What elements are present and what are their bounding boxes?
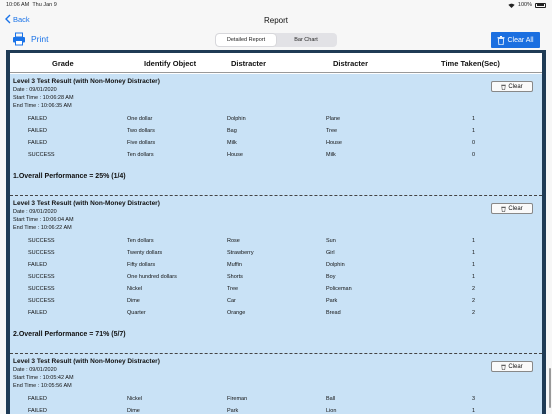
row-grade: SUCCESS — [28, 238, 55, 244]
table-row — [10, 284, 542, 296]
section-date: Date : 09/01/2020 — [13, 367, 57, 373]
row-grade: SUCCESS — [28, 250, 55, 256]
header-identify-object: Identify Object — [144, 59, 197, 68]
row-distracter-2: Lion — [326, 408, 337, 414]
table-row — [10, 126, 542, 138]
row-grade: SUCCESS — [28, 286, 55, 292]
row-distracter-1: Orange — [227, 310, 246, 316]
section-title: Level 3 Test Result (with Non-Money Distracter) — [13, 358, 160, 365]
table-row — [10, 138, 542, 150]
table-header — [10, 53, 542, 73]
row-identify-object: Five dollars — [127, 140, 156, 146]
row-identify-object: One hundred dollars — [127, 274, 177, 280]
page-title: Report — [263, 16, 288, 25]
results-list[interactable] — [10, 74, 542, 414]
clear-button[interactable] — [491, 81, 533, 92]
section-end-time: End Time : 10:05:56 AM — [13, 383, 72, 389]
trash-icon — [501, 84, 506, 90]
segment-bar-chart[interactable]: Bar Chart — [294, 37, 318, 43]
row-distracter-2: Girl — [326, 250, 335, 256]
row-grade: FAILED — [28, 116, 47, 122]
row-grade: FAILED — [28, 396, 47, 402]
row-grade: FAILED — [28, 310, 47, 316]
table-row — [10, 260, 542, 272]
table-row — [10, 308, 542, 320]
row-grade: FAILED — [28, 128, 47, 134]
row-time-taken: 1 — [472, 262, 476, 268]
clear-button[interactable] — [491, 203, 533, 214]
clear-button[interactable] — [491, 361, 533, 372]
row-time-taken: 1 — [472, 250, 476, 256]
row-identify-object: Ten dollars — [127, 238, 154, 244]
row-time-taken: 0 — [472, 140, 476, 146]
status-right — [508, 2, 546, 8]
section-title: Level 3 Test Result (with Non-Money Distracter) — [13, 78, 160, 85]
row-time-taken: 1 — [472, 238, 476, 244]
row-distracter-1: Milk — [227, 140, 237, 146]
result-section — [10, 196, 542, 354]
row-distracter-1: Muffin — [227, 262, 242, 268]
overall-performance: 1.Overall Performance = 25% (1/4) — [13, 173, 126, 180]
clear-label: Clear — [508, 363, 523, 370]
row-identify-object: Two dollars — [127, 128, 155, 134]
row-identify-object: Dime — [127, 298, 140, 304]
row-grade: FAILED — [28, 408, 47, 414]
row-distracter-2: Ball — [326, 396, 336, 402]
row-time-taken: 1 — [472, 274, 476, 280]
trash-icon — [501, 364, 506, 370]
row-time-taken: 3 — [472, 396, 476, 402]
result-section — [10, 354, 542, 414]
section-start-time: Start Time : 10:06:04 AM — [13, 217, 74, 223]
row-distracter-2: Park — [326, 298, 338, 304]
clear-all-button[interactable] — [491, 32, 540, 48]
row-grade: SUCCESS — [28, 274, 55, 280]
row-grade: SUCCESS — [28, 152, 55, 158]
row-distracter-1: Fireman — [227, 396, 248, 402]
table-row — [10, 236, 542, 248]
toolbar — [0, 30, 552, 50]
table-row — [10, 296, 542, 308]
section-title: Level 3 Test Result (with Non-Money Distracter) — [13, 200, 160, 207]
row-identify-object: One dollar — [127, 116, 153, 122]
row-identify-object: Twenty dollars — [127, 250, 163, 256]
clear-label: Clear — [508, 83, 523, 90]
table-row — [10, 406, 542, 414]
row-identify-object: Quarter — [127, 310, 146, 316]
wifi-icon — [508, 3, 515, 8]
segment-detailed-report[interactable]: Detailed Report — [216, 34, 276, 46]
row-distracter-2: Bread — [326, 310, 341, 316]
section-end-time: End Time : 10:06:35 AM — [13, 103, 72, 109]
trash-icon — [501, 206, 506, 212]
table-row — [10, 150, 542, 162]
status-bar — [0, 0, 552, 10]
row-distracter-2: Policeman — [326, 286, 352, 292]
section-end-time: End Time : 10:06:22 AM — [13, 225, 72, 231]
table-row — [10, 272, 542, 284]
row-distracter-1: Dolphin — [227, 116, 246, 122]
status-time: 10:06 AM Thu Jan 9 — [6, 2, 57, 8]
row-distracter-1: Car — [227, 298, 236, 304]
table-row — [10, 114, 542, 126]
header-grade: Grade — [52, 59, 74, 68]
row-distracter-1: Park — [227, 408, 239, 414]
row-identify-object: Fifty dollars — [127, 262, 156, 268]
row-grade: FAILED — [28, 140, 47, 146]
battery-percent: 100% — [517, 2, 532, 8]
row-time-taken: 0 — [472, 152, 476, 158]
row-distracter-1: Strawberry — [227, 250, 254, 256]
row-time-taken: 2 — [472, 286, 476, 292]
row-distracter-1: Shorts — [227, 274, 243, 280]
row-time-taken: 1 — [472, 116, 476, 122]
row-distracter-2: Boy — [326, 274, 336, 280]
overall-performance: 2.Overall Performance = 71% (5/7) — [13, 331, 126, 338]
section-start-time: Start Time : 10:06:28 AM — [13, 95, 74, 101]
row-distracter-1: Rose — [227, 238, 240, 244]
row-grade: SUCCESS — [28, 298, 55, 304]
row-distracter-2: Milk — [326, 152, 336, 158]
row-distracter-2: House — [326, 140, 342, 146]
row-identify-object: Nickel — [127, 396, 142, 402]
row-time-taken: 1 — [472, 408, 476, 414]
result-section — [10, 74, 542, 196]
row-identify-object: Nickel — [127, 286, 142, 292]
print-button[interactable] — [12, 32, 48, 46]
print-label: Print — [31, 34, 49, 44]
clear-all-label: Clear All — [507, 36, 534, 44]
section-date: Date : 09/01/2020 — [13, 209, 57, 215]
row-distracter-1: House — [227, 152, 243, 158]
table-row — [10, 248, 542, 260]
section-start-time: Start Time : 10:05:42 AM — [13, 375, 74, 381]
trash-icon — [497, 36, 505, 45]
row-time-taken: 2 — [472, 310, 476, 316]
row-distracter-2: Sun — [326, 238, 336, 244]
row-distracter-2: Tree — [326, 128, 338, 134]
row-time-taken: 1 — [472, 128, 476, 134]
back-label: Back — [13, 14, 30, 24]
row-grade: FAILED — [28, 262, 47, 268]
navigation-bar — [0, 10, 552, 30]
row-identify-object: Ten dollars — [127, 152, 154, 158]
row-distracter-2: Plane — [326, 116, 341, 122]
section-date: Date : 09/01/2020 — [13, 87, 57, 93]
row-time-taken: 2 — [472, 298, 476, 304]
report-view-segmented-control — [215, 33, 337, 47]
row-distracter-1: Tree — [227, 286, 239, 292]
row-distracter-2: Dolphin — [326, 262, 345, 268]
scrollbar[interactable] — [549, 368, 551, 408]
header-distracter-2: Distracter — [333, 59, 369, 68]
table-row — [10, 394, 542, 406]
header-distracter-1: Distracter — [231, 59, 267, 68]
row-distracter-1: Bag — [227, 128, 237, 134]
clear-label: Clear — [508, 205, 523, 212]
battery-icon — [535, 3, 546, 8]
printer-icon — [12, 32, 26, 46]
header-time-taken: Time Taken(Sec) — [441, 59, 500, 68]
row-identify-object: Dime — [127, 408, 140, 414]
report-frame — [6, 50, 546, 414]
